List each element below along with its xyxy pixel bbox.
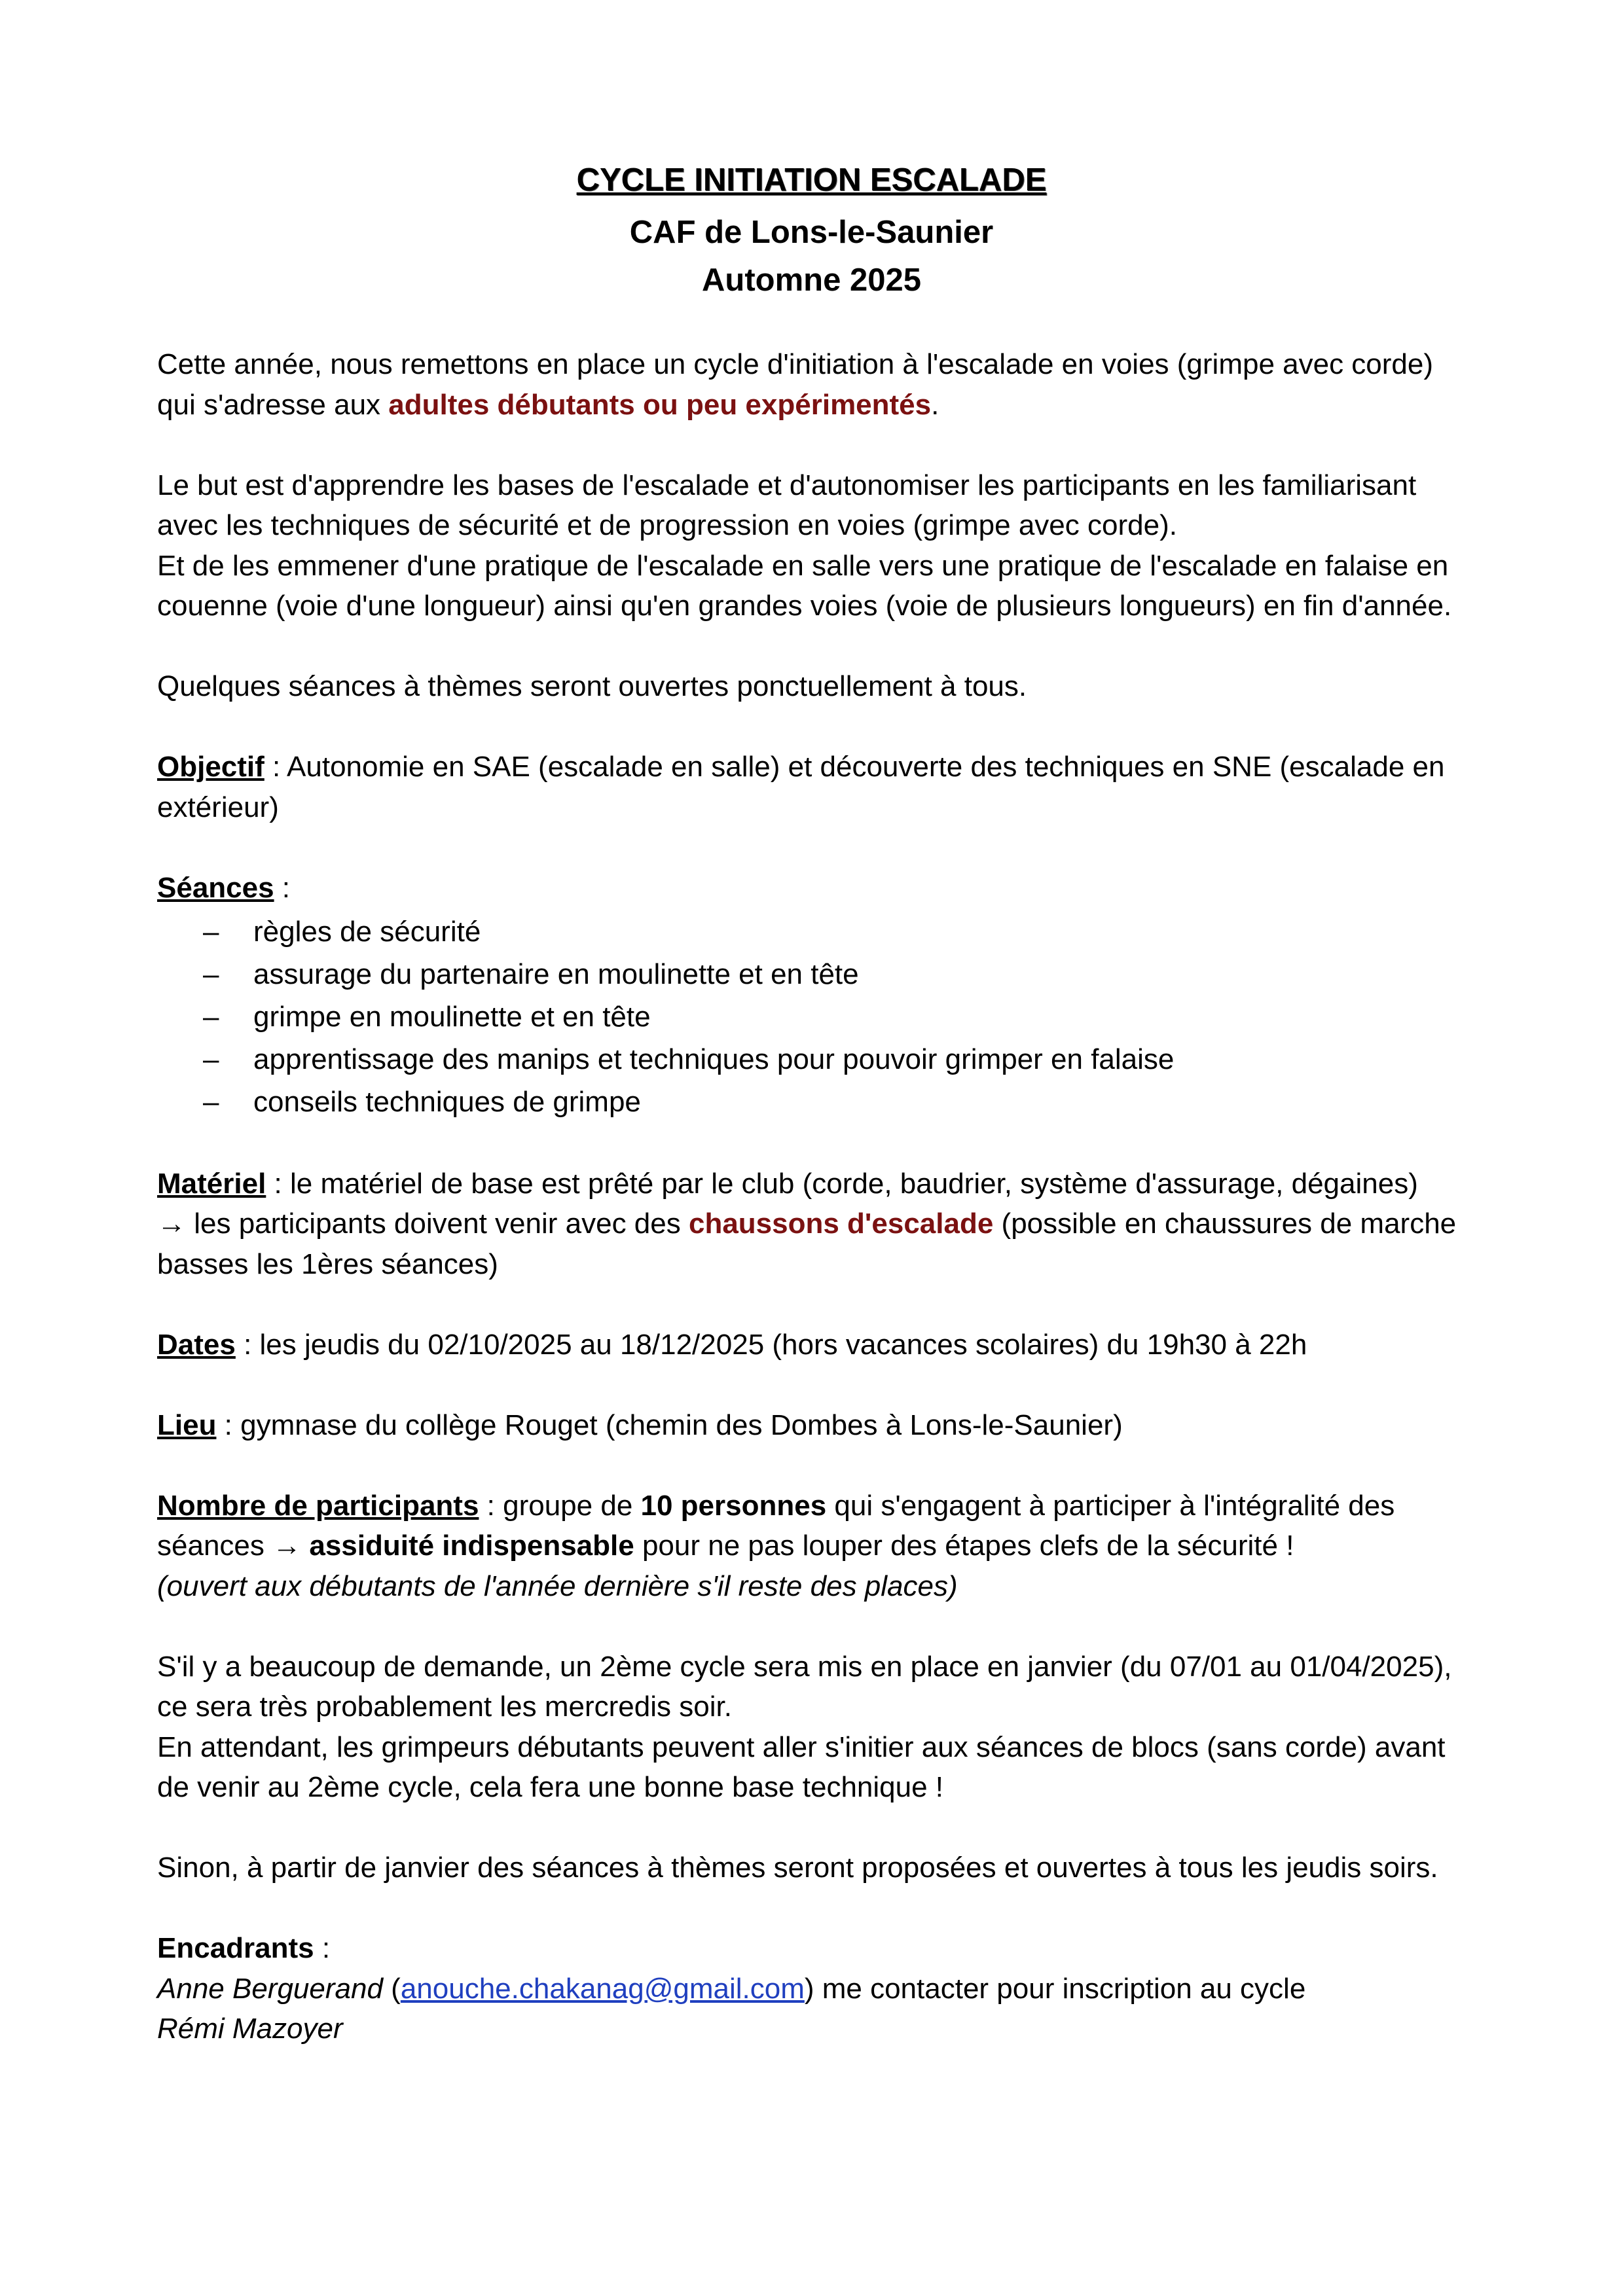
seance-item-text: règles de sécurité [253, 916, 481, 948]
seance-item-text: conseils techniques de grimpe [253, 1086, 641, 1118]
themes-note: Quelques séances à thèmes seront ouvertes ponctuellement à tous. [157, 670, 1027, 702]
materiel-text-2: → les participants doivent venir avec des [157, 1208, 689, 1240]
january-note: Sinon, à partir de janvier des séances à thèmes seront proposées et ouvertes à tous les jeudis soirs. [157, 1852, 1438, 1884]
intro-end: . [931, 388, 939, 421]
encadrant-name-1: Anne Berguerand [157, 1972, 383, 2005]
seances-suffix: : [274, 871, 291, 904]
objectif-text: : Autonomie en SAE (escalade en salle) et découverte des techniques en SNE (escalade en extérieur) [157, 751, 1445, 823]
participants-note: (ouvert aux débutants de l'année dernière s'il reste des places) [157, 1570, 958, 1602]
bullet-dash: – [203, 958, 219, 990]
second-cycle-line-2: En attendant, les grimpeurs débutants peuvent aller s'initier aux séances de blocs (sans corde) avant de venir au 2ème cycle, cela fera une bonne base technique ! [157, 1731, 1446, 1803]
participants-text-3: pour ne pas louper des étapes clefs de la sécurité ! [634, 1530, 1294, 1562]
bullet-dash: – [203, 1086, 219, 1118]
encadrants-section [157, 1928, 1473, 2049]
season: Automne 2025 [702, 262, 921, 298]
seances-section [157, 868, 1473, 1124]
bullet-dash: – [203, 1043, 219, 1075]
intro-highlight: adultes débutants ou peu expérimentés [388, 388, 932, 421]
seance-item-text: apprentissage des manips et techniques pour pouvoir grimper en falaise [253, 1043, 1175, 1075]
objectif-label: Objectif [157, 751, 264, 783]
encadrant-paren-open: ( [382, 1972, 401, 2005]
participants-count: 10 personnes [640, 1489, 827, 1522]
participants-text: : groupe de [479, 1489, 641, 1522]
goal-line-2: Et de les emmener d'une pratique de l'escalade en salle vers une pratique de l'escalade en falaise en couenne (voie d'une longueur) ainsi qu'en grandes voies (voie de plusieurs longueurs) en fin d'année. [157, 549, 1452, 622]
lieu-section [157, 1405, 1473, 1446]
objectif-section [157, 747, 1473, 827]
materiel-text: : le matériel de base est prêté par le club (corde, baudrier, système d'assurage, dégaines) [266, 1167, 1418, 1200]
participants-text-2: qui s'engagent à participer à l'intégralité des séances → [157, 1489, 1395, 1562]
encadrants-label: Encadrants [157, 1932, 314, 1964]
list-item [157, 953, 1473, 996]
list-item [157, 1038, 1473, 1081]
encadrant-name-2: Rémi Mazoyer [157, 2013, 343, 2045]
materiel-highlight: chaussons d'escalade [688, 1208, 994, 1240]
materiel-text-3: (possible en chaussures de marche basses les 1ères séances) [157, 1208, 1457, 1280]
document-title: CYCLE INITIATION ESCALADE [576, 162, 1047, 198]
seances-list [157, 910, 1473, 1123]
intro-paragraph [157, 344, 1473, 425]
list-item [157, 1081, 1473, 1123]
materiel-section [157, 1164, 1473, 1285]
encadrant-contact-note: ) me contacter pour inscription au cycle [804, 1972, 1306, 2005]
seance-item-text: assurage du partenaire en moulinette et en tête [253, 958, 859, 990]
contact-email-link[interactable]: anouche.chakanag@gmail.com [400, 1972, 805, 2005]
goal-line-1: Le but est d'apprendre les bases de l'escalade et d'autonomiser les participants en les familiarisant avec les techniques de sécurité et de progression en voies (grimpe avec corde). [157, 469, 1417, 541]
list-item [157, 910, 1473, 953]
seances-label: Séances [157, 871, 274, 904]
bullet-dash: – [203, 916, 219, 948]
second-cycle-paragraph [157, 1647, 1473, 1808]
dates-text: : les jeudis du 02/10/2025 au 18/12/2025 (hors vacances scolaires) du 19h30 à 22h [235, 1328, 1307, 1361]
participants-label: Nombre de participants [157, 1489, 479, 1522]
participants-emphasis: assiduité indispensable [309, 1530, 634, 1562]
materiel-label: Matériel [157, 1167, 266, 1200]
list-item [157, 996, 1473, 1038]
participants-section [157, 1486, 1473, 1607]
encadrants-suffix: : [314, 1932, 331, 1964]
bullet-dash: – [203, 1001, 219, 1033]
lieu-text: : gymnase du collège Rouget (chemin des Dombes à Lons-le-Saunier) [216, 1408, 1123, 1441]
intro-text: Cette année, nous remettons en place un cycle d'initiation à l'escalade en voies (grimpe avec corde) qui s'adresse aux [157, 348, 1434, 421]
seance-item-text: grimpe en moulinette et en tête [253, 1001, 651, 1033]
club-name: CAF de Lons-le-Saunier [629, 215, 994, 250]
goal-paragraph [157, 465, 1473, 626]
document-body [157, 344, 1473, 2049]
second-cycle-line-1: S'il y a beaucoup de demande, un 2ème cycle sera mis en place en janvier (du 07/01 au 01/04/2025), ce sera très probablement les mercredis soir. [157, 1650, 1452, 1723]
dates-label: Dates [157, 1328, 236, 1361]
dates-section [157, 1325, 1473, 1365]
lieu-label: Lieu [157, 1408, 217, 1441]
